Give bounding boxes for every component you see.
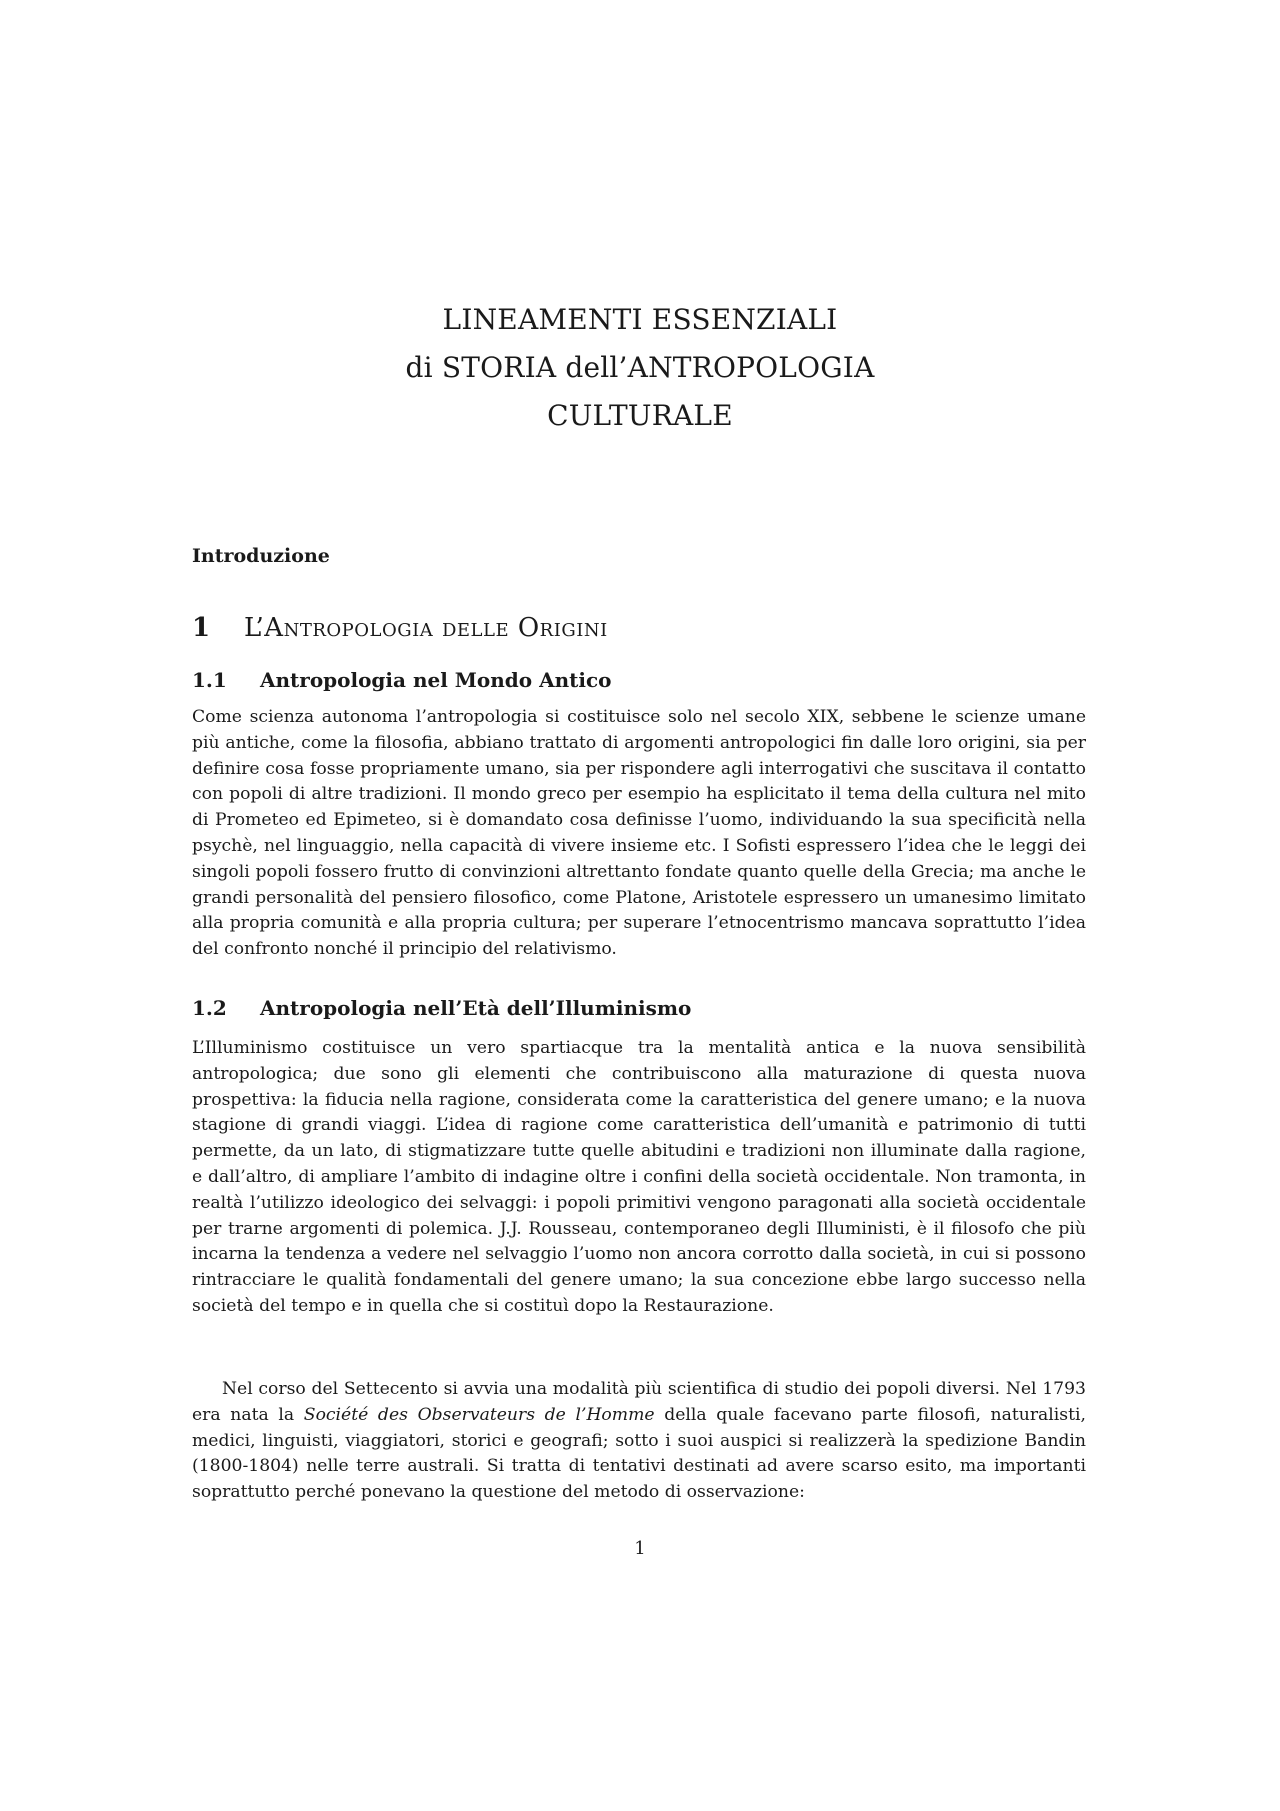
title-line-1: LINEAMENTI ESSENZIALI (442, 303, 838, 336)
society-name: Société des Observateurs de l’Homme (303, 1404, 655, 1425)
section-1-title: L’Antropologia delle Origini (244, 613, 608, 643)
title-line-2: di STORIA dell’ANTROPOLOGIA (405, 351, 875, 384)
page-number: 1 (634, 1538, 646, 1559)
paragraph-2-text-start: Nel corso del Settecento si avvia una modalità più scientifica di studio dei popoli diversi. Nel 1793 era nata la (192, 1379, 1086, 1425)
subsection-1-1-number: 1.1 (192, 668, 227, 692)
document-title (0, 296, 1280, 440)
title-line-3: CULTURALE (547, 399, 733, 432)
subsection-1-2-heading (192, 996, 1086, 1020)
paragraph-2-text-end: della quale facevano parte filosofi, naturalisti, medici, linguisti, viaggiatori, storici e geografi; sotto i suoi auspici si realizzerà la spedizione Bandin (1800-1804) nelle terre australi. Si tratta di tentativi destinati ad avere scarso esito, ma importanti soprattutto perché ponevano la questione del metodo di osservazione: (192, 1404, 1086, 1503)
subsection-1-1-paragraph: Come scienza autonoma l’antropologia si costituisce solo nel secolo XIX, sebbene le scienze umane più antiche, come la filosofia, abbiano trattato di argomenti antropologici fin dalle loro origini, sia per definire cosa fosse propriamente umano, sia per rispondere agli interrogativi che suscitava il contatto con popoli di altre tradizioni. Il mondo greco per esempio ha esplicitato il tema della cultura nel mito di Prometeo ed Epimeteo, si è domandato cosa definisse l’uomo, individuando la sua specificità nella psychè, nel linguaggio, nella capacità di vivere insieme etc. I Sofisti espressero l’idea che le leggi dei singoli popoli fossero frutto di convinzioni altrettanto fondate quanto quelle della Grecia; ma anche le grandi personalità del pensiero filosofico, come Platone, Aristotele espressero un umanesimo limitato alla propria comunità e alla propria cultura; per superare l’etnocentrismo mancava soprattutto l’idea del confronto nonché il principio del relativismo. (192, 707, 1086, 960)
section-1-heading (192, 613, 1086, 643)
subsection-1-2-paragraph-1: L’Illuminismo costituisce un vero spartiacque tra la mentalità antica e la nuova sensibilità antropologica; due sono gli elementi che contribuiscono alla maturazione di questa nuova prospettiva: la fiducia nella ragione, considerata come la caratteristica del genere umano; e la nuova stagione di grandi viaggi. L’idea di ragione come caratteristica dell’umanità e patrimonio di tutti permette, da un lato, di stigmatizzare tutte quelle abitudini e tradizioni non illuminate dalla ragione, e dall’altro, di ampliare l’ambito di indagine oltre i confini della società occidentale. Non tramonta, in realtà l’utilizzo ideologico dei selvaggi: i popoli primitivi vengono paragonati alla società occidentale per trarne argomenti di polemica. J.J. Rousseau, contemporaneo degli Illuministi, è il filosofo che più incarna la tendenza a vedere nel selvaggio l’uomo non ancora corrotto dalla società, in cui si possono rintracciare le qualità fondamentali del genere umano; la sua concezione ebbe largo successo nella società del tempo e in quella che si costituì dopo la Restaurazione. (192, 1038, 1086, 1316)
subsection-1-1-heading (192, 668, 1086, 692)
subsection-1-2-title: Antropologia nell’Età dell’Illuminismo (260, 996, 692, 1020)
introduction-heading: Introduzione (192, 545, 330, 567)
section-1-number: 1 (192, 613, 211, 643)
subsection-1-2-number: 1.2 (192, 996, 227, 1020)
subsection-1-1-title: Antropologia nel Mondo Antico (260, 668, 612, 692)
subsection-1-2-paragraph-2 (192, 1377, 1086, 1506)
